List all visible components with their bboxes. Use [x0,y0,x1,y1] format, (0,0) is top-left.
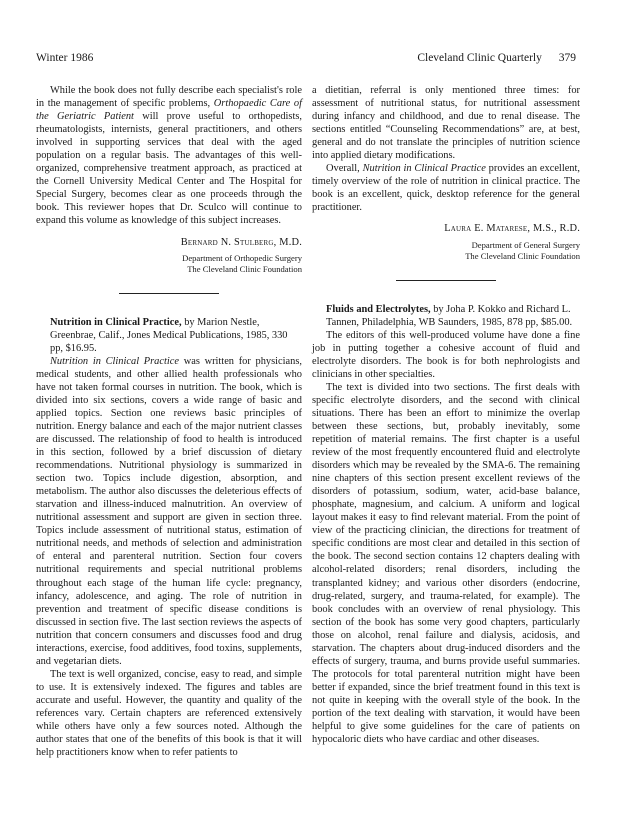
book-title: Nutrition in Clinical Practice [50,355,179,367]
book-title: Nutrition in Clinical Practice [362,163,486,175]
review3-paragraph: The text is divided into two sections. The first deals with specific electrolyte disorders, and the second with clinical situations. There has been an effort to minimize the overlap between these sections, but, probably inevitably, some repetition of material remains. The first chapter is a useful review of the most frequently encountered fluid and electrolyte disorders which may be revealed by the SMA-6. The remaining nine chapters of this section present excellent reviews of the disorders of potassium, sodium, water, acid-base balance, phosphate, magnesium, and calcium. A uniform and logical layout makes it easy to find relevant material. From the point of view of the practicing clinician, the directions for treatment of specific conditions are most clear and detailed in this section of the book. The second section contains 12 chapters dealing with alcohol-related disorders; renal disorders, including the transplanted kidney; and various other disorders (endocrine, drug-related, surgery, and trauma-related, for example). The book concludes with an overview of renal physiology. This section of the book has some very good chapters, particularly those on alcohol, renal failure and dialysis, acidosis, and starvation. The chapters about drug-induced disorders and the effects of surgery, trauma, and burns provide useful summaries. The protocols for total parenteral nutrition might have been better if expanded, since the brief treatment found in this text is not quite in keeping with the overall style of the book. In the portion of the text dealing with starvation, it would have been helpful to give some guidelines for the care of patients on hypocaloric diets who have cardiac and other diseases. [312,381,580,746]
issue-label: Winter 1986 [36,52,94,64]
review3-paragraph: The editors of this well-produced volume have done a fine job in putting together a cohesive account of fluid and electrolyte disorders. The book is for both nephrologists and clinicians in other specialties. [312,329,580,380]
section-divider [396,280,496,281]
page-number: 379 [558,52,576,64]
reviewer-name: Laura E. Matarese, M.S., R.D. [444,223,580,235]
reviewer-name: Bernard N. Stulberg, M.D. [180,236,302,248]
left-column [36,84,302,759]
review-heading: Nutrition in Clinical Practice, by Marion Nestle, Greenbrae, Calif., Jones Medical Publications, 1985, 330 pp, $16.95. [50,316,288,354]
running-header [36,52,576,64]
review2-paragraph: Nutrition in Clinical Practice was written for physicians, medical students, and other allied health professionals who have not taken formal courses in nutrition. The book, which is divided into six sections, covers a wide range of basic and applied topics. Section one reviews basic principles of nutrition. Energy balance and each of the major nutrient classes are discussed. The relationship of food to health is introduced in this section, followed by a brief discussion of dietary recommendations. Nutritional physiology is summarized in section two. Topics include digestion, absorption, and metabolism. The author also discusses the deleterious effects of starvation and illness-induced malnutrition. An overview of nutritional assessment and support are given in section three. Topics include assessment of nutritional status, estimation of nutritional needs, and methods of selection and administration of enteral and parenteral nutrition. Section four covers nutritional requirements and special nutritional problems throughout each stage of the human life cycle: pregnancy, infancy, adolescence, and aging. The role of nutrition in prevention and treatment of specific disease conditions is discussed in section five. The last section reviews the aspects of nutrition that concern consumers and discusses food and drug interactions, exercise, food additives, food toxins, supplements, and vegetarian diets. [36,355,302,667]
review-book-title: Fluids and Electrolytes, [326,303,431,315]
right-column [312,84,580,746]
review1-closing-paragraph: While the book does not fully describe each specialist's role in the management of specific problems, Orthopaedic Care of the Geriatric Patient will prove useful to orthopedists, rheumatologists, internists, general practitioners, and others involved in supporting services that deal with the aged population on a regular basis. The advantages of this well-organized, comprehensive treatment approach, as practiced at the Cornell University Medical Center and The Hospital for Special Surgery, becomes clear as one proceeds through the book. This reviewer hopes that Dr. Sculco will continue to expand this volume as knowledge of this subject increases. [36,85,302,227]
review-heading: Fluids and Electrolytes, by Joha P. Kokko and Richard L. Tannen, Philadelphia, WB Saunders, 1985, 878 pp, $85.00. [326,303,573,328]
section-divider [119,293,219,294]
reviewer-affiliation: Department of Orthopedic Surgery The Cleveland Clinic Foundation [182,252,302,274]
header-right [417,52,576,64]
book-title: Orthopaedic Care of the Geriatric Patient [36,98,302,123]
review-book-title: Nutrition in Clinical Practice, [50,316,182,328]
journal-name: Cleveland Clinic Quarterly [417,52,542,64]
review2-paragraph: The text is well organized, concise, easy to read, and simple to use. It is extensively indexed. The figures and tables are accurate and useful. However, the quantity and quality of the references vary. Certain chapters are referenced extensively while others have only a few sources noted. Although the author states that one of the benefits of this book is that it will help practitioners know when to refer patients to [36,668,302,759]
review2-paragraph: Overall, Nutrition in Clinical Practice provides an excellent, timely overview of the role of nutrition in clinical practice. The book is an excellent, quick, desktop reference for the general practitioner. [312,163,580,214]
reviewer-affiliation: Department of General Surgery The Cleveland Clinic Foundation [465,239,580,261]
review2-continuation: a dietitian, referral is only mentioned three times: for assessment of nutritional status, for nutritional assessment during infancy and childhood, and due to renal disease. The sections entitled “Counseling Recommendations” are, at best, general and do not translate the principles of nutrition science into applied dietary modifications. [312,85,580,162]
